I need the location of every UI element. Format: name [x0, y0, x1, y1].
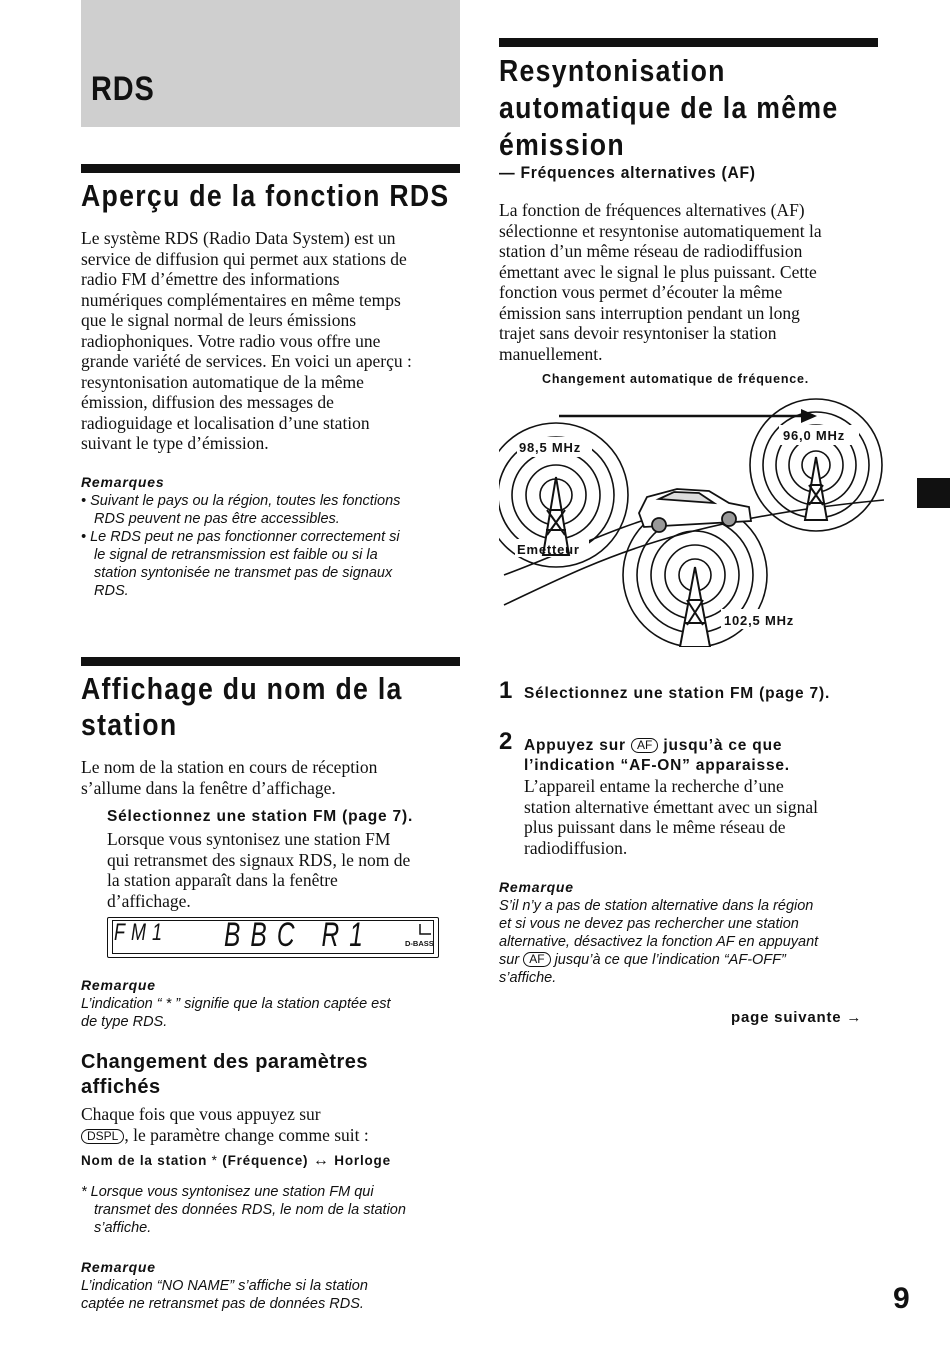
lcd-loud-icon — [418, 923, 432, 937]
note-item: • Suivant le pays ou la région, toutes les fonctions — [81, 493, 401, 509]
apercu-heading: Aperçu de la fonction RDS — [81, 178, 450, 213]
step-text: Sélectionnez une station FM (page 7). — [524, 685, 831, 702]
resyntonisation-subtitle: — Fréquences alternatives (AF) — [499, 163, 756, 182]
page-number: 9 — [893, 1282, 910, 1315]
display-sequence: Nom de la station * (Fréquence) ↔ Horloge — [81, 1152, 391, 1169]
tower-icon — [680, 567, 710, 647]
section-rule — [81, 164, 460, 173]
changement-body: Chaque fois que vous appuyez sur DSPL , le paramètre change comme suit : — [81, 1104, 369, 1145]
affichage-intro: Le nom de la station en cours de réception s’allume dans la fenêtre d’affichage. — [81, 757, 378, 798]
tower-icon — [805, 457, 827, 520]
freq-label-bottom: 102,5 MHz — [724, 613, 795, 628]
freq-label-right: 96,0 MHz — [783, 428, 846, 443]
lcd-band: FM1 — [114, 919, 168, 946]
car-icon — [639, 489, 751, 532]
emitter-label: Emetteur — [517, 542, 580, 557]
lcd-dbass: D-BASS — [405, 939, 434, 948]
changement-footnote: * Lorsque vous syntonisez une station FM qui transmet des données RDS, le nom de la station s’affiche. — [81, 1184, 406, 1236]
lcd-station-name: BBC R1 — [224, 916, 373, 954]
section-rule — [81, 657, 460, 666]
freq-label-left: 98,5 MHz — [519, 440, 582, 455]
page-title: RDS — [91, 70, 155, 108]
af-diagram — [499, 385, 884, 647]
affichage-note: L’indication “ * ” signifie que la station captée est de type RDS. — [81, 996, 391, 1030]
dspl-key: DSPL — [81, 1129, 124, 1144]
changement-note-heading: Remarque — [81, 1259, 156, 1275]
changement-note: L’indication “NO NAME” s’affiche si la station captée ne retransmet pas de données RDS. — [81, 1278, 368, 1312]
section-rule — [499, 38, 878, 47]
diagram-caption: Changement automatique de fréquence. — [542, 372, 810, 386]
notes-list: • Suivant le pays ou la région, toutes les fonctions RDS peuvent ne pas être accessibles. • Le RDS peut ne pas fonctionner correctement si le signal de retransmission est faible ou si la station syntonisée ne transmet pas de signaux RDS. — [81, 492, 461, 600]
changement-heading: Changement des paramètres affichés — [81, 1051, 369, 1098]
step-number: 2 — [499, 728, 513, 755]
apercu-body: Le système RDS (Radio Data System) est un service de diffusion qui permet aux stations de radio FM d’émettre des informations numériques complémentaires en même temps que le signal normal de leurs émissions radiophoniques. Votre radio vous offre une grande variété de services. En voici un aperçu : resyntonisation automatique de la même émission, diffusion des messages de radioguidage et localisation d’une station suivant le type d’émission. — [81, 228, 412, 453]
notes-heading: Remarques — [81, 474, 165, 490]
resyntonisation-body: La fonction de fréquences alternatives (AF) sélectionne et resyntonise automatiquement la station d’un même réseau de radiodiffusion émettant avec le signal le plus puissant. Cette fonction vous permet d’écouter la même émission sans interruption pendant un long trajet sans devoir resyntoniser la station manuellement. — [499, 200, 822, 364]
resyntonisation-heading: Resyntonisation automatique de la même émission — [499, 53, 839, 162]
step-number: 1 — [499, 677, 513, 704]
lcd-display — [107, 917, 439, 958]
note-item: • Le RDS peut ne pas fonctionner correctement si — [81, 529, 400, 545]
affichage-heading: Affichage du nom de la station — [81, 671, 403, 742]
next-page-link[interactable]: page suivante → — [731, 1009, 863, 1026]
af-key: AF — [523, 952, 550, 967]
step-body: L’appareil entame la recherche d’une station alternative émettant avec un signal plus puissant dans le même réseau de radiodiffusion. — [524, 776, 818, 858]
section-tab-marker — [917, 478, 950, 508]
af-key: AF — [631, 738, 658, 753]
affichage-note-heading: Remarque — [81, 977, 156, 993]
resyntonisation-note-heading: Remarque — [499, 879, 574, 895]
step-text: Appuyez sur AF jusqu’à ce que l’indication “AF-ON” apparaisse. — [524, 737, 790, 774]
resyntonisation-note: S’il n’y a pas de station alternative dans la région et si vous ne devez pas rechercher une station alternative, désactivez la fonction AF en appuyant sur AF jusqu’à ce que l’indication “AF-OFF” s’affiche. — [499, 898, 819, 986]
double-arrow-icon: ↔ — [312, 1152, 330, 1169]
arrow-right-icon: → — [846, 1009, 863, 1026]
affichage-step: Sélectionnez une station FM (page 7). — [107, 808, 414, 825]
affichage-step-body: Lorsque vous syntonisez une station FM qui retransmet des signaux RDS, le nom de la station apparaît dans la fenêtre d’affichage. — [107, 829, 411, 911]
